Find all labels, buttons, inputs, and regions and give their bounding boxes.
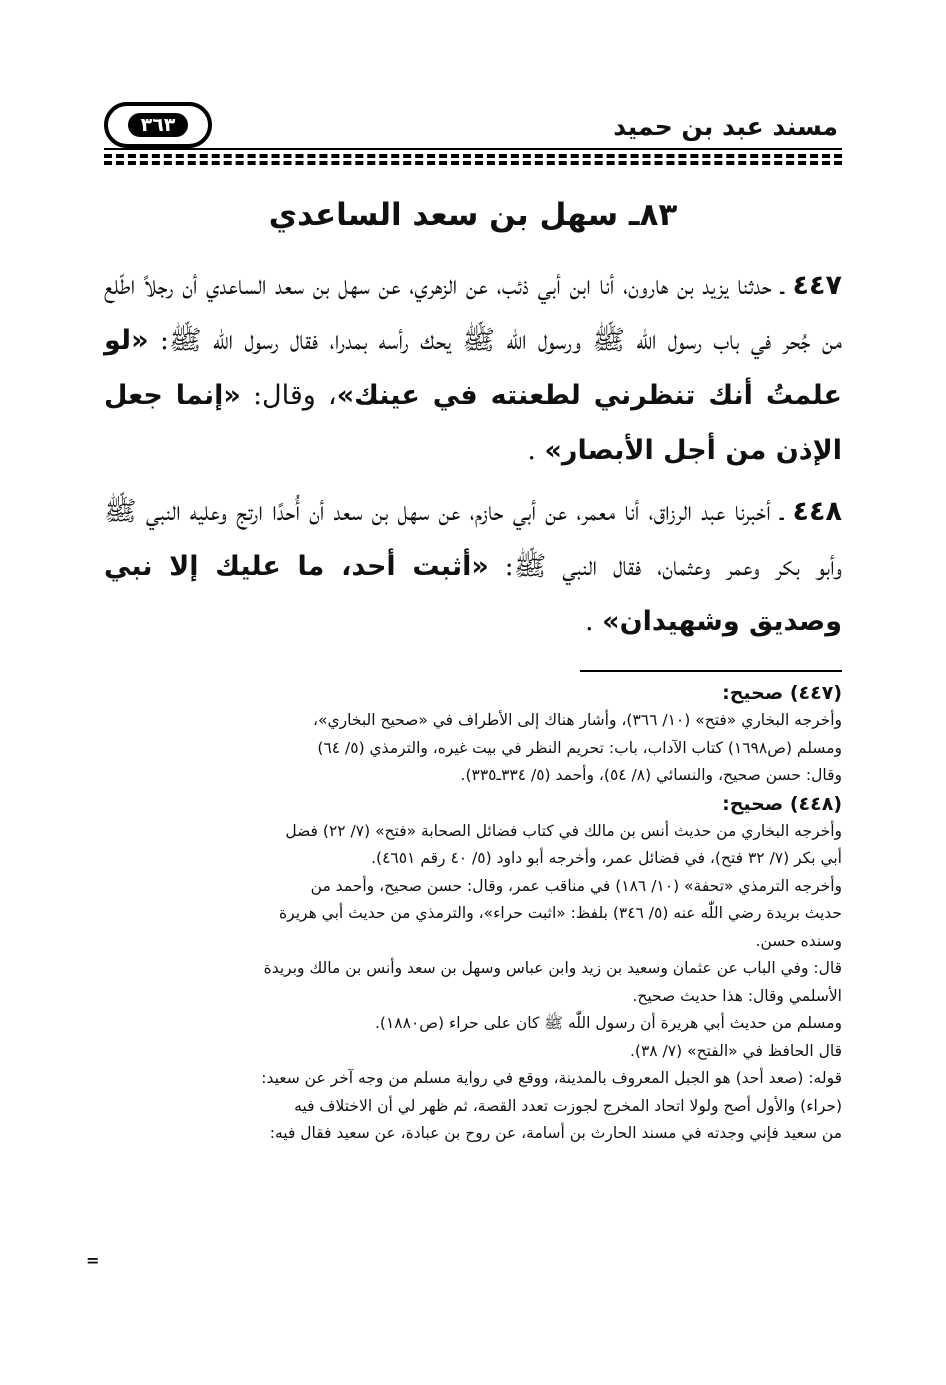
footnote-line: أبي بكر (٧/ ٣٢ فتح)، في فضائل عمر، وأخرجه أبو داود (٥/ ٤٠ رقم ٤٦٥١). <box>371 849 842 867</box>
footnotes <box>104 679 842 1148</box>
running-title: مسند عبد بن حميد <box>613 112 838 141</box>
hadith-text: . <box>527 435 545 466</box>
footnote-line: وقال: حسن صحيح، والنسائي (٨/ ٥٤)، وأحمد (٥/ ٣٣٤ـ٣٣٥). <box>460 766 842 784</box>
page-number: ٣٦٣ <box>128 113 188 137</box>
hadith-text: . <box>584 606 603 637</box>
hadith-text: ، وقال: <box>240 380 337 411</box>
footnote-heading-448: (٤٤٨) صحيح: <box>722 792 842 815</box>
prophetic-quote: «لو علمتُ أنك تنظرني لطعنته في عينك» <box>104 325 843 411</box>
footnote-line: ومسلم من حديث أبي هريرة أن رسول اللّٰه ﷺ كان على حراء (ص١٨٨٠). <box>374 1014 842 1032</box>
footnote-line: وأخرجه البخاري من حديث أنس بن مالك في كتاب فضائل الصحابة «فتح» (٧/ ٢٢) فضل <box>285 821 842 840</box>
footnote-line: (حراء) والأول أصح ولولا اتحاد المخرج لجوزت تعدد القصة، ثم ظهر لي أن الاختلاف فيه <box>294 1096 842 1115</box>
prophetic-quote: «إنما جعل الإذن من أجل الأبصار» <box>104 380 842 466</box>
hadith-448 <box>104 484 842 649</box>
footnote-separator <box>580 670 842 672</box>
footnote-heading-447: (٤٤٧) صحيح: <box>722 682 842 704</box>
header-rule <box>104 148 842 150</box>
footnote-line: ومسلم (ص١٦٩٨) كتاب الآداب، باب: تحريم النظر في بيت غيره، والترمذي (٥/ ٦٤) <box>317 738 842 757</box>
footnote-line: قوله: (صعد أحد) هو الجبل المعروف بالمدينة، ووقع في رواية مسلم من وجه آخر عن سعيد: <box>261 1069 842 1087</box>
footnote-line: قال: وفي الباب عن عثمان وسعيد بن زيد وابن عباس وسهل بن سعد وأنس بن مالك وبريدة <box>263 959 842 977</box>
header-dashed-rule-2 <box>104 161 842 165</box>
footnote-line: من سعيد فإني وجدته في مسند الحارث بن أسامة، عن روح بن عبادة، عن سعيد فقال فيه: <box>269 1124 842 1142</box>
header-dashed-rule <box>104 154 842 158</box>
footnote-line: الأسلمي وقال: هذا حديث صحيح. <box>632 986 842 1005</box>
page-number-badge <box>104 102 212 148</box>
hadith-number: ٤٤٨ <box>792 496 842 527</box>
footnote-line: حديث بريدة رضي اللّٰه عنه (٥/ ٣٤٦) بلفظ: «اثبت حراء»، والترمذي من حديث أبي هريرة <box>279 904 842 922</box>
footnote-line: وسنده حسن. <box>755 931 842 950</box>
footnote-line: وأخرجه الترمذي «تحفة» (١٠/ ١٨٦) في مناقب عمر، وقال: حسن صحيح، وأحمد من <box>310 876 842 895</box>
hadith-447 <box>104 258 842 478</box>
hadith-text: ـ أخبرنا عبد الرزاق، أنا معمر، عن أبي حازم، عن سهل بن سعد أن أُحدًا ارتج وعليه النبي ﷺ وأبو بكر وعمر وعثمان، فقال النبي ﷺ: <box>104 496 842 582</box>
chapter-heading: ٨٣ـ سهل بن سعد الساعدي <box>268 197 678 233</box>
footnote-line: وأخرجه البخاري «فتح» (١٠/ ٣٦٦)، وأشار هناك إلى الأطراف في «صحيح البخاري»، <box>313 711 842 729</box>
hadith-number: ٤٤٧ <box>792 270 842 301</box>
hadith-text: ـ حدثنا يزيد بن هارون، أنا ابن أبي ذئب، عن الزهري، عن سهل بن سعد الساعدي أن رجلاً اطّلع من جُحر في باب رسول اللّٰه ﷺ ورسول اللّٰه ﷺ يحك رأسه بمدرا، فقال رسول اللّٰه ﷺ: <box>104 270 842 356</box>
footnote-line: قال الحافظ في «الفتح» (٧/ ٣٨). <box>629 1041 842 1060</box>
prophetic-quote: «أثبت أحد، ما عليك إلا نبي وصديق وشهيدان» <box>104 551 842 637</box>
continuation-mark: = <box>86 1251 100 1270</box>
